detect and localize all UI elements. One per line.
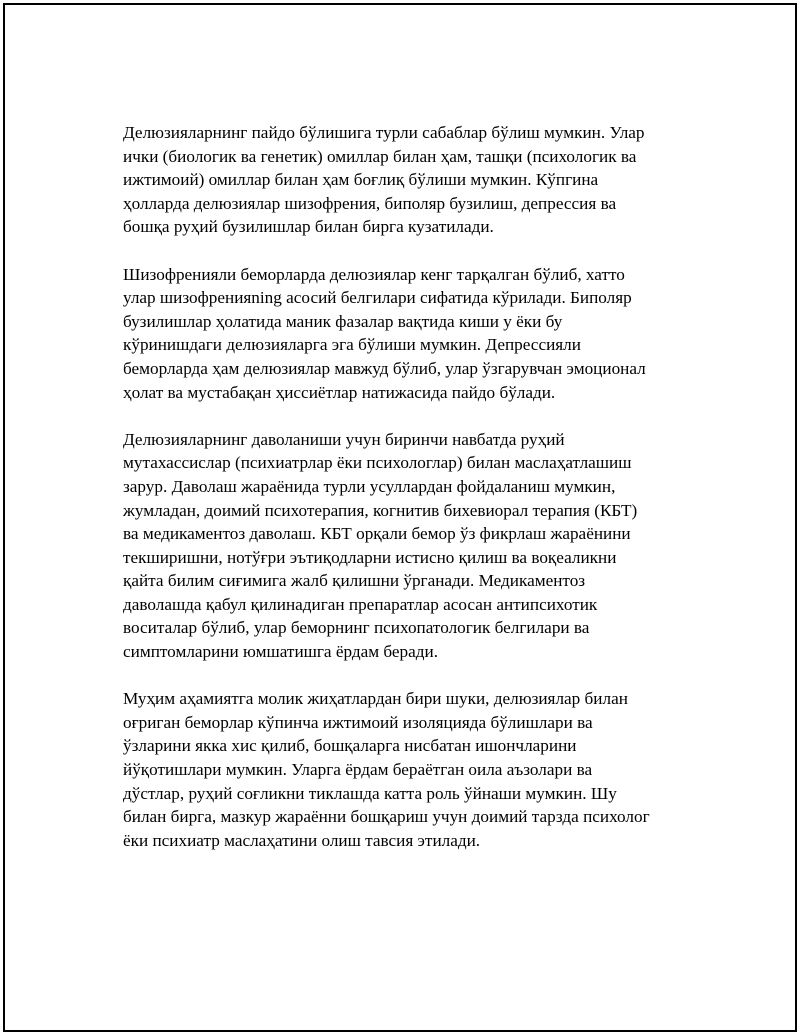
text-line: кўринишдаги делюзияларга эга бўлиши мумкин. Депрессияли [123, 335, 581, 355]
text-line: дўстлар, руҳий соғликни тиклашда катта роль ўйнаши мумкин. Шу [123, 783, 617, 803]
text-line: ички (биологик ва генетик) омиллар билан ҳам, ташқи (психологик ва [123, 146, 637, 166]
text-line: симптомларини юмшатишга ёрдам беради. [123, 642, 438, 662]
text-line: йўқотишлари мумкин. Уларга ёрдам бераётган оила аъзолари ва [123, 760, 593, 780]
text-line: билан бирга, мазкур жараённи бошқариш учун доимий тарзда психолог [123, 807, 650, 827]
document-body [123, 121, 693, 876]
text-line: Муҳим аҳамиятга молик жиҳатлардан бири шуки, делюзиялар билан [123, 689, 628, 709]
text-line: ёки психиатр маслаҳатини олиш тавсия этилади. [123, 830, 481, 850]
text-line: бузилишлар ҳолатида маник фазалар вақтида киши у ёки бу [123, 311, 563, 331]
text-line: воситалар бўлиб, улар беморнинг психопатологик белгилари ва [123, 618, 590, 638]
text-line: жумладан, доимий психотерапия, когнитив бихевиорал терапия (КБТ) [123, 500, 638, 520]
paragraph-2 [123, 263, 693, 405]
paragraph-3 [123, 428, 693, 664]
text-line: ҳолларда делюзиялар шизофрения, биполяр бузилиш, депрессия ва [123, 193, 617, 213]
text-line: текширишни, нотўғри эътиқодларни истисно қилиш ва воқеаликни [123, 547, 617, 567]
text-line: оғриган беморлар кўпинча ижтимоий изоляцияда бўлишлари ва [123, 712, 593, 732]
text-line: ўзларини якка хис қилиб, бошқаларга нисбатан ишончларини [123, 736, 577, 756]
paragraph-4 [123, 687, 693, 852]
text-line: ҳолат ва мустабақан ҳиссиётлар натижасида пайдо бўлади. [123, 382, 556, 402]
text-line: бошқа руҳий бузилишлар билан бирга кузатилади. [123, 217, 494, 237]
text-line: ижтимоий) омиллар билан ҳам боғлиқ бўлиши мумкин. Кўпгина [123, 170, 599, 190]
paragraph-1 [123, 121, 693, 239]
text-line: қайта билим сиғимига жалб қилишни ўрганади. Медикаментоз [123, 571, 586, 591]
text-line: зарур. Даволаш жараёнида турли усуллардан фойдаланиш мумкин, [123, 476, 616, 496]
text-line: Шизофренияли беморларда делюзиялар кенг тарқалган бўлиб, хатто [123, 264, 625, 284]
text-line: мутахассислар (психиатрлар ёки психологлар) билан маслаҳатлашиш [123, 453, 632, 473]
text-line: улар шизофренияning асосий белгилари сифатида кўрилади. Биполяр [123, 288, 632, 308]
text-line: ва медикаментоз даволаш. КБТ орқали бемор ўз фикрлаш жараёнини [123, 524, 631, 544]
text-line: беморларда ҳам делюзиялар мавжуд бўлиб, улар ўзгарувчан эмоционал [123, 358, 646, 378]
text-line: Делюзияларнинг даволаниши учун биринчи навбатда руҳий [123, 429, 565, 449]
page-border [3, 3, 797, 1032]
text-line: даволашда қабул қилинадиган препаратлар асосан антипсихотик [123, 594, 598, 614]
text-line: Делюзияларнинг пайдо бўлишига турли сабаблар бўлиш мумкин. Улар [123, 123, 645, 142]
